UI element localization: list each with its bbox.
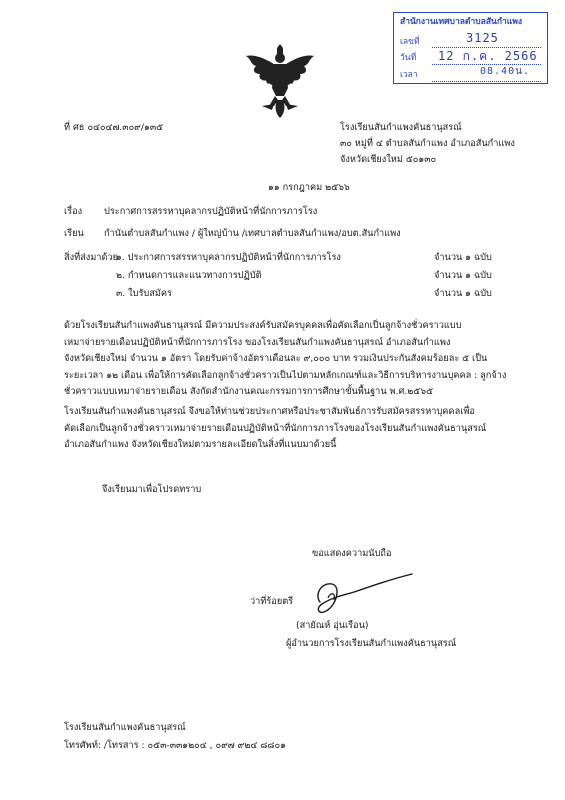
attachment-item: ๓. ใบรับสมัคร — [116, 288, 172, 299]
attachment-qty: จำนวน ๑ ฉบับ — [434, 288, 492, 299]
stamp-number-label: เลขที่ — [400, 37, 420, 47]
attachment-item: ๒. กำหนดการและแนวทางการปฏิบัติ — [116, 270, 262, 281]
attachment-item: ๑. ประกาศการสรรหาบุคลากรปฏิบัติหน้าที่นักการภารโรง — [116, 252, 341, 263]
body-line: ด้วยโรงเรียนสันกำแพงคันธานุสรณ์ มีความประสงค์รับสมัครบุคคลเพื่อคัดเลือกเป็นลูกจ้างชั่วคราวแบบ — [64, 320, 462, 331]
body-paragraph-2 — [64, 404, 536, 454]
attachment-qty: จำนวน ๑ ฉบับ — [434, 270, 492, 281]
garuda-emblem-icon — [244, 44, 316, 118]
attachment-row — [64, 270, 524, 284]
stamp-time-value: 08.40น. — [480, 66, 530, 77]
attachment-qty: จำนวน ๑ ฉบับ — [434, 252, 492, 263]
receipt-stamp — [393, 12, 548, 84]
subject-label: เรื่อง — [64, 206, 83, 217]
to-label: เรียน — [64, 228, 84, 239]
stamp-number-value: 3125 — [466, 31, 499, 45]
attachment-row — [64, 288, 524, 302]
sender-address-line2: จังหวัดเชียงใหม่ ๕๐๑๓๐ — [340, 154, 437, 165]
footer-contact: โทรศัพท์: /โทรสาร : ๐๕๓-๓๓๑๒๐๔ , ๐๙๗ ๙๒๔ ๘๘๐๑ — [64, 740, 286, 751]
body-line: ชั่วคราวแบบเหมาจ่ายรายเดือน สังกัดสำนักงานคณะกรรมการการศึกษาขั้นพื้นฐาน พ.ศ.๒๕๖๕ — [64, 386, 434, 397]
to-text: กำนันตำบลสันกำแพง / ผู้ใหญ่บ้าน /เทศบาลตำบลสันกำแพง/อบต.สันกำแพง — [104, 228, 401, 239]
closing-request: จึงเรียนมาเพื่อโปรดทราบ — [102, 484, 202, 495]
signatory-position: ผู้อำนวยการโรงเรียนสันกำแพงคันธานุสรณ์ — [286, 638, 457, 649]
body-line: เหมาจ่ายรายเดือนปฏิบัติหน้าที่นักการภารโรง ของโรงเรียนสันกำแพงคันธานุสรณ์ อำเภอสันกำแพง — [64, 336, 451, 348]
body-paragraph-1 — [64, 318, 536, 401]
stamp-date-value: 12 ก.ค. 2566 — [438, 49, 538, 63]
footer-org: โรงเรียนสันกำแพงคันธานุสรณ์ — [64, 722, 186, 733]
acting-rank: ว่าที่ร้อยตรี — [250, 596, 294, 607]
signatory-name: (สายัณห์ อุ่นเรือน) — [296, 620, 369, 631]
stamp-date-label: วันที่ — [400, 53, 417, 63]
sender-name: โรงเรียนสันกำแพงคันธานุสรณ์ — [340, 122, 462, 133]
body-line: จังหวัดเชียงใหม่ จำนวน ๑ อัตรา โดยรับค่าจ้างอัตราเดือนละ ๙,๐๐๐ บาท รวมเงินประกันสังคมร้อยละ ๕ เป็น — [64, 353, 488, 364]
body-line: ระยะเวลา ๑๒ เดือน เพื่อให้การคัดเลือกลูกจ้างชั่วคราวเป็นไปตามหลักเกณฑ์และวิธีการบริหารงานบุคคล : ลูกจ้าง — [64, 369, 507, 381]
regards-text: ขอแสดงความนับถือ — [312, 548, 392, 559]
document-number: ที่ ศธ ๐๔๐๔๗.๓๐๙/๑๓๕ — [64, 122, 164, 133]
stamp-time-label: เวลา — [400, 70, 418, 80]
attachment-row — [64, 252, 524, 266]
attachments-label: สิ่งที่ส่งมาด้วย — [64, 252, 118, 263]
body-line: อำเภอสันกำแพง จังหวัดเชียงใหม่ตามรายละเอียดในสิ่งที่แนบมาด้วยนี้ — [64, 439, 337, 450]
stamp-office: สำนักงานเทศบาลตำบลสันกำแพง — [400, 17, 522, 27]
handwritten-signature — [300, 568, 420, 620]
body-line: โรงเรียนสันกำแพงคันธานุสรณ์ จึงขอให้ท่านช่วยประกาศหรือประชาสัมพันธ์การรับสมัครสรรหาบุคคลเพื่อ — [64, 406, 475, 417]
document-date: ๑๑ กรกฎาคม ๒๕๖๖ — [268, 182, 350, 193]
subject-text: ประกาศการสรรหาบุคลากรปฏิบัติหน้าที่นักการภารโรง — [104, 206, 318, 217]
sender-address-line1: ๓๐ หมู่ที่ ๔ ตำบลสันกำแพง อำเภอสันกำแพง — [340, 138, 515, 149]
body-line: คัดเลือกเป็นลูกจ้างชั่วคราวเหมาจ่ายรายเดือนปฏิบัติหน้าที่นักการภารโรงของโรงเรียนสันกำแพงคันธานุสรณ์ — [64, 422, 487, 434]
